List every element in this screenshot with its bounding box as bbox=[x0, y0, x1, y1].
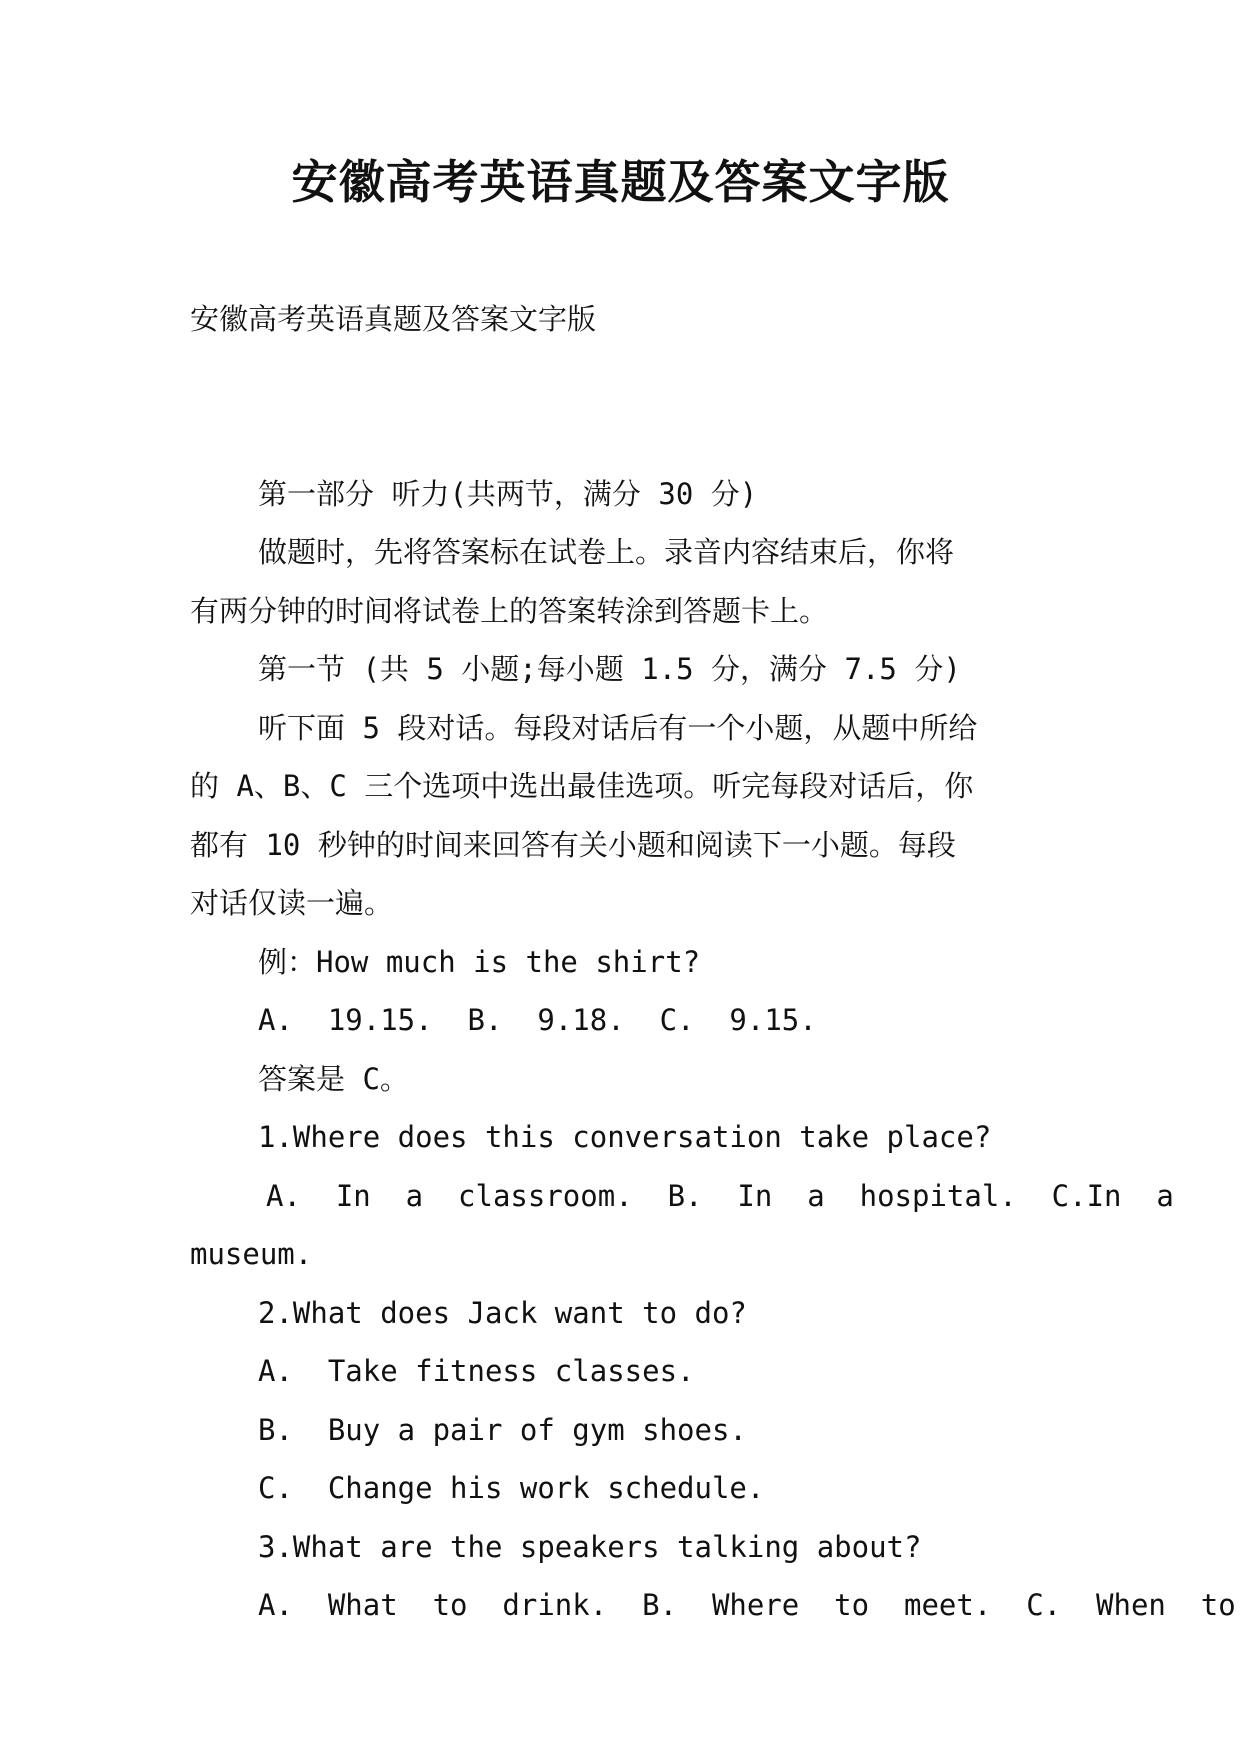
example-question: 例：How much is the shirt? bbox=[258, 944, 701, 979]
question-2: 2.What does Jack want to do? bbox=[258, 1295, 747, 1330]
question-1: 1.Where does this conversation take place? bbox=[258, 1120, 992, 1154]
document-title: 安徽高考英语真题及答案文字版 bbox=[291, 155, 950, 209]
instruction-line: 做题时，先将答案标在试卷上。录音内容结束后，你将 bbox=[258, 535, 955, 569]
example-answer: 答案是 C。 bbox=[258, 1061, 409, 1096]
instruction-line: 有两分钟的时间将试卷上的答案转涂到答题卡上。 bbox=[190, 593, 829, 628]
question-3: 3.What are the speakers talking about? bbox=[258, 1529, 922, 1564]
document-subtitle: 安徽高考英语真题及答案文字版 bbox=[190, 302, 597, 336]
question-2-option-c: C. Change his work schedule. bbox=[258, 1471, 765, 1505]
section-heading-part-one: 第一部分 听力(共两节，满分 30 分) bbox=[258, 476, 758, 511]
question-2-option-a: A. Take fitness classes. bbox=[258, 1354, 695, 1388]
instruction-line: 听下面 5 段对话。每段对话后有一个小题，从题中所给 bbox=[258, 710, 978, 745]
question-2-option-b: B. Buy a pair of gym shoes. bbox=[258, 1412, 747, 1447]
blank-gap bbox=[190, 349, 1050, 465]
instruction-line: 的 A、B、C 三个选项中选出最佳选项。听完每段对话后，你 bbox=[190, 769, 974, 803]
question-1-options: A. In a classroom. B. In a hospital. C.In a bbox=[266, 1178, 1174, 1213]
question-3-options: A. What to drink. B. Where to meet. C. When to bbox=[258, 1588, 1236, 1622]
document-body bbox=[190, 290, 1236, 1635]
section-heading-section-one: 第一节 (共 5 小题;每小题 1.5 分，满分 7.5 分) bbox=[258, 652, 961, 686]
question-1-options-continued: museum. bbox=[190, 1237, 313, 1271]
example-options: A. 19.15. B. 9.18. C. 9.15. bbox=[258, 1003, 817, 1037]
instruction-line: 都有 10 秒钟的时间来回答有关小题和阅读下一小题。每段 bbox=[190, 827, 956, 862]
instruction-line: 对话仅读一遍。 bbox=[190, 886, 394, 920]
